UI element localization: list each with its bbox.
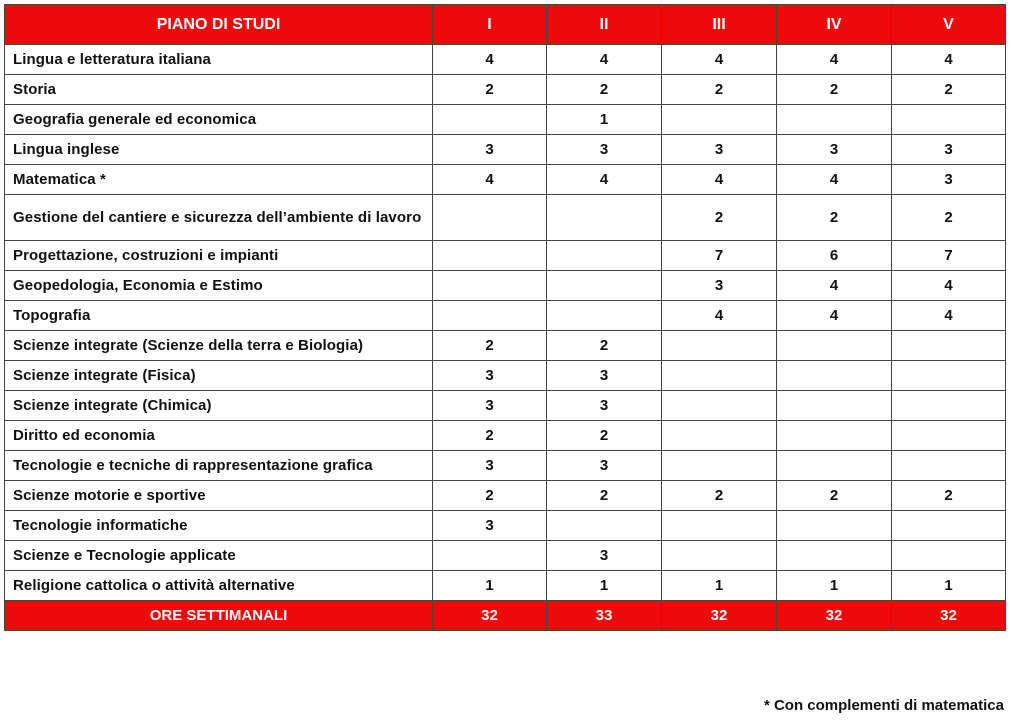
subject-cell: Scienze integrate (Chimica) [5,391,433,421]
hours-cell [892,105,1006,135]
hours-cell [662,105,777,135]
hours-cell [892,421,1006,451]
hours-cell [547,301,662,331]
hours-cell: 2 [547,421,662,451]
hours-cell: 3 [547,135,662,165]
hours-cell [777,511,892,541]
hours-cell [777,541,892,571]
hours-cell [433,241,547,271]
table-row [5,105,1006,135]
hours-cell: 1 [662,571,777,601]
hours-cell: 3 [433,451,547,481]
table-row [5,271,1006,301]
subject-cell: Geopedologia, Economia e Estimo [5,271,433,301]
hours-cell [662,391,777,421]
hours-cell: 2 [777,195,892,241]
hours-cell: 2 [892,75,1006,105]
hours-cell: 3 [433,511,547,541]
hours-cell: 4 [662,301,777,331]
hours-cell: 2 [433,331,547,361]
hours-cell: 4 [547,165,662,195]
hours-cell: 3 [547,391,662,421]
hours-cell [777,391,892,421]
hours-cell [777,421,892,451]
subject-cell: Scienze motorie e sportive [5,481,433,511]
total-cell: 32 [662,601,777,631]
hours-cell: 4 [662,165,777,195]
hours-cell: 3 [547,451,662,481]
hours-cell: 6 [777,241,892,271]
hours-cell: 4 [777,301,892,331]
hours-cell: 2 [547,331,662,361]
header-row [5,5,1006,45]
header-year: III [662,5,777,45]
hours-cell [777,451,892,481]
hours-cell: 2 [547,481,662,511]
hours-cell: 2 [662,481,777,511]
table-row [5,541,1006,571]
total-cell: 32 [892,601,1006,631]
hours-cell: 4 [892,301,1006,331]
hours-cell: 1 [433,571,547,601]
hours-cell: 3 [547,361,662,391]
hours-cell [892,541,1006,571]
table-row [5,451,1006,481]
footnote: * Con complementi di matematica [763,697,1004,714]
header-title: PIANO DI STUDI [5,5,433,45]
hours-cell [662,511,777,541]
header-year: V [892,5,1006,45]
hours-cell [547,271,662,301]
hours-cell [662,331,777,361]
hours-cell: 4 [433,45,547,75]
hours-cell: 3 [433,361,547,391]
hours-cell: 1 [777,571,892,601]
hours-cell: 2 [662,195,777,241]
hours-cell [777,105,892,135]
hours-cell: 4 [777,165,892,195]
hours-cell: 1 [547,571,662,601]
table-row [5,135,1006,165]
table-row [5,75,1006,105]
table-row [5,361,1006,391]
subject-cell: Scienze integrate (Scienze della terra e Biologia) [5,331,433,361]
subject-cell: Scienze integrate (Fisica) [5,361,433,391]
table-row [5,165,1006,195]
hours-cell: 2 [433,421,547,451]
hours-cell: 2 [547,75,662,105]
hours-cell: 1 [547,105,662,135]
hours-cell: 2 [777,481,892,511]
hours-cell [547,195,662,241]
hours-cell: 7 [662,241,777,271]
hours-cell [662,361,777,391]
hours-cell: 2 [433,481,547,511]
hours-cell [547,241,662,271]
header-year: II [547,5,662,45]
hours-cell [547,511,662,541]
subject-cell: Gestione del cantiere e sicurezza dell’ambiente di lavoro [5,195,433,241]
hours-cell: 2 [892,195,1006,241]
hours-cell: 1 [892,571,1006,601]
table-row [5,331,1006,361]
hours-cell: 4 [777,271,892,301]
table-row [5,421,1006,451]
subject-cell: Lingua inglese [5,135,433,165]
subject-cell: Lingua e letteratura italiana [5,45,433,75]
hours-cell: 4 [547,45,662,75]
hours-cell [892,361,1006,391]
hours-cell [777,331,892,361]
hours-cell: 3 [662,135,777,165]
subject-cell: Progettazione, costruzioni e impianti [5,241,433,271]
hours-cell [662,541,777,571]
hours-cell: 7 [892,241,1006,271]
subject-cell: Religione cattolica o attività alternative [5,571,433,601]
hours-cell: 3 [433,391,547,421]
hours-cell [777,361,892,391]
subject-cell: Diritto ed economia [5,421,433,451]
totals-label: ORE SETTIMANALI [5,601,433,631]
subject-cell: Topografia [5,301,433,331]
hours-cell: 2 [777,75,892,105]
table-row [5,301,1006,331]
hours-cell [433,301,547,331]
hours-cell [662,421,777,451]
subject-cell: Scienze e Tecnologie applicate [5,541,433,571]
hours-cell: 4 [892,271,1006,301]
total-cell: 33 [547,601,662,631]
subject-cell: Tecnologie e tecniche di rappresentazione grafica [5,451,433,481]
hours-cell: 4 [433,165,547,195]
hours-cell [892,331,1006,361]
hours-cell: 2 [892,481,1006,511]
table-row [5,511,1006,541]
table-row [5,241,1006,271]
hours-cell [433,541,547,571]
hours-cell: 3 [892,165,1006,195]
table-row [5,571,1006,601]
hours-cell: 3 [892,135,1006,165]
table-row [5,481,1006,511]
total-cell: 32 [433,601,547,631]
hours-cell [662,451,777,481]
hours-cell: 2 [433,75,547,105]
table-row [5,45,1006,75]
hours-cell [433,271,547,301]
totals-row [5,601,1006,631]
hours-cell: 3 [547,541,662,571]
subject-cell: Storia [5,75,433,105]
study-plan-table [4,4,1006,631]
hours-cell: 3 [433,135,547,165]
subject-cell: Tecnologie informatiche [5,511,433,541]
hours-cell [892,391,1006,421]
hours-cell: 2 [662,75,777,105]
subject-cell: Geografia generale ed economica [5,105,433,135]
hours-cell [892,451,1006,481]
header-year: IV [777,5,892,45]
hours-cell: 4 [777,45,892,75]
hours-cell: 3 [777,135,892,165]
subject-cell: Matematica * [5,165,433,195]
table-row [5,195,1006,241]
hours-cell [433,195,547,241]
header-year: I [433,5,547,45]
total-cell: 32 [777,601,892,631]
hours-cell: 4 [662,45,777,75]
table-row [5,391,1006,421]
hours-cell: 4 [892,45,1006,75]
hours-cell [433,105,547,135]
hours-cell: 3 [662,271,777,301]
hours-cell [892,511,1006,541]
